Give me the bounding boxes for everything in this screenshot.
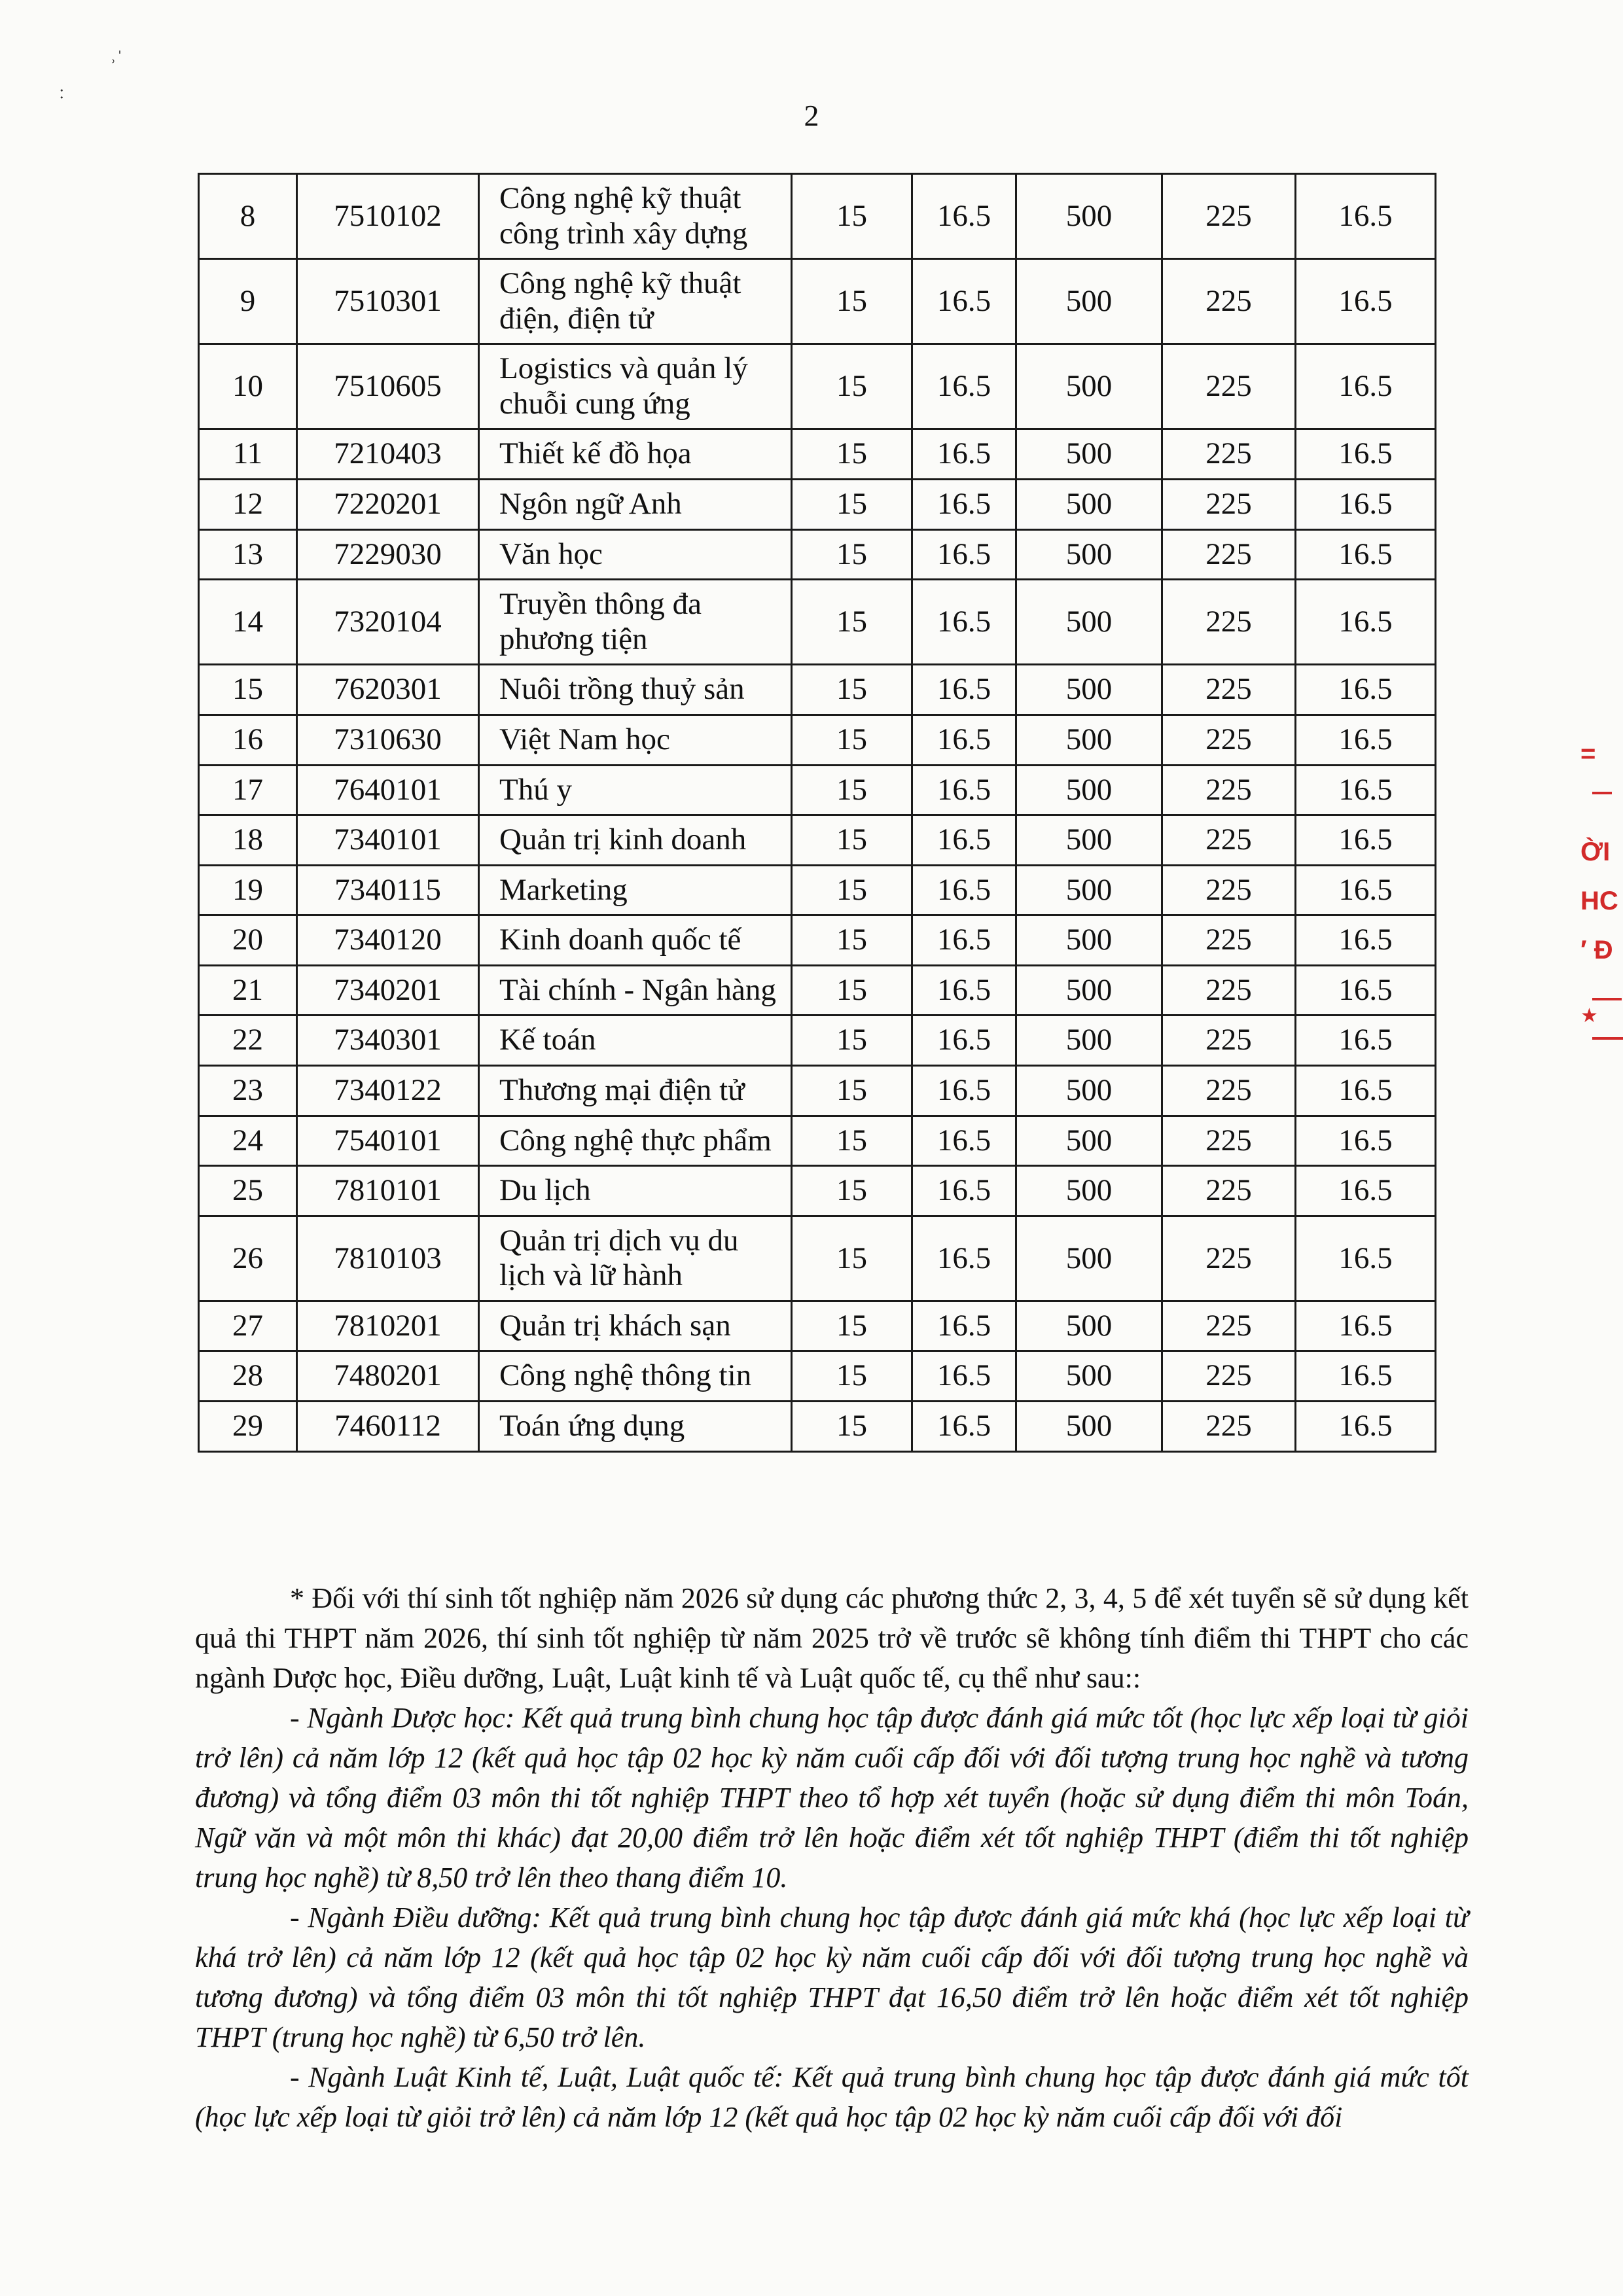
major-name: Việt Nam học [479, 715, 792, 765]
scan-mark: ˒ˈ [110, 47, 123, 69]
score-col-2: 16.5 [912, 865, 1016, 915]
note-law: - Ngành Luật Kinh tế, Luật, Luật quốc tế: Kết quả trung bình chung học tập được đánh giá mức tốt (học lực xếp loại từ giỏi trở lên) cả năm lớp 12 (kết quả học tập 02 học kỳ năm cuối cấp đối với đối [195, 2061, 1469, 2133]
row-number: 21 [199, 965, 297, 1016]
score-col-3: 500 [1016, 259, 1162, 344]
score-col-3: 500 [1016, 580, 1162, 665]
stamp-line [1592, 1037, 1623, 1040]
score-col-1: 15 [792, 665, 912, 715]
score-col-2: 16.5 [912, 259, 1016, 344]
score-col-4: 225 [1162, 529, 1296, 580]
score-col-3: 500 [1016, 665, 1162, 715]
score-col-3: 500 [1016, 865, 1162, 915]
score-col-5: 16.5 [1296, 665, 1436, 715]
table-row [199, 1301, 1436, 1351]
table-row [199, 1351, 1436, 1402]
major-code: 7510102 [297, 174, 479, 259]
score-col-3: 500 [1016, 480, 1162, 530]
note-nursing: - Ngành Điều dưỡng: Kết quả trung bình chung học tập được đánh giá mức khá (học lực xếp loại từ khá trở lên) cả năm lớp 12 (kết quả học tập 02 học kỳ năm cuối cấp đối với đối tượng trung học nghề và tương đương) và tổng điểm 03 môn thi tốt nghiệp THPT đạt 16,50 điểm trở lên hoặc điểm xét tốt nghiệp THPT (trung học nghề) từ 6,50 trở lên. [195, 1901, 1469, 2053]
admission-table-container [198, 173, 1435, 1453]
score-col-2: 16.5 [912, 580, 1016, 665]
major-code: 7229030 [297, 529, 479, 580]
score-col-3: 500 [1016, 1351, 1162, 1402]
row-number: 16 [199, 715, 297, 765]
table-row [199, 529, 1436, 580]
table-row [199, 1065, 1436, 1116]
score-col-3: 500 [1016, 1166, 1162, 1216]
stamp-text: = [1580, 739, 1596, 768]
row-number: 10 [199, 344, 297, 429]
score-col-2: 16.5 [912, 1216, 1016, 1301]
major-code: 7320104 [297, 580, 479, 665]
score-col-2: 16.5 [912, 1351, 1016, 1402]
score-col-1: 15 [792, 965, 912, 1016]
table-row [199, 174, 1436, 259]
score-col-3: 500 [1016, 1402, 1162, 1452]
major-code: 7220201 [297, 480, 479, 530]
major-code: 7340120 [297, 915, 479, 966]
score-col-1: 15 [792, 1216, 912, 1301]
table-row [199, 480, 1436, 530]
major-name: Thiết kế đồ họa [479, 429, 792, 480]
row-number: 25 [199, 1166, 297, 1216]
major-name: Công nghệ kỹ thuật công trình xây dựng [479, 174, 792, 259]
score-col-3: 500 [1016, 1065, 1162, 1116]
score-col-2: 16.5 [912, 429, 1016, 480]
major-name: Thương mại điện tử [479, 1065, 792, 1116]
row-number: 19 [199, 865, 297, 915]
score-col-5: 16.5 [1296, 1216, 1436, 1301]
row-number: 13 [199, 529, 297, 580]
score-col-1: 15 [792, 815, 912, 866]
score-col-4: 225 [1162, 480, 1296, 530]
major-name: Công nghệ thông tin [479, 1351, 792, 1402]
score-col-5: 16.5 [1296, 344, 1436, 429]
score-col-4: 225 [1162, 174, 1296, 259]
admission-score-table [198, 173, 1436, 1453]
major-name: Ngôn ngữ Anh [479, 480, 792, 530]
score-col-3: 500 [1016, 815, 1162, 866]
score-col-5: 16.5 [1296, 480, 1436, 530]
major-code: 7810201 [297, 1301, 479, 1351]
row-number: 9 [199, 259, 297, 344]
score-col-5: 16.5 [1296, 1351, 1436, 1402]
score-col-2: 16.5 [912, 1301, 1016, 1351]
score-col-2: 16.5 [912, 765, 1016, 815]
stamp-text: ★ [1580, 1005, 1598, 1027]
score-col-4: 225 [1162, 1016, 1296, 1066]
major-code: 7810101 [297, 1166, 479, 1216]
score-col-3: 500 [1016, 174, 1162, 259]
major-name: Truyền thông đa phương tiện [479, 580, 792, 665]
row-number: 23 [199, 1065, 297, 1116]
table-row [199, 580, 1436, 665]
major-code: 7540101 [297, 1116, 479, 1166]
score-col-3: 500 [1016, 765, 1162, 815]
major-name: Logistics và quản lý chuỗi cung ứng [479, 344, 792, 429]
score-col-2: 16.5 [912, 715, 1016, 765]
score-col-3: 500 [1016, 429, 1162, 480]
table-body [199, 174, 1436, 1452]
score-col-5: 16.5 [1296, 915, 1436, 966]
score-col-1: 15 [792, 765, 912, 815]
score-col-2: 16.5 [912, 1116, 1016, 1166]
score-col-3: 500 [1016, 1016, 1162, 1066]
major-code: 7340101 [297, 815, 479, 866]
score-col-4: 225 [1162, 1065, 1296, 1116]
score-col-2: 16.5 [912, 529, 1016, 580]
score-col-5: 16.5 [1296, 1016, 1436, 1066]
score-col-4: 225 [1162, 765, 1296, 815]
score-col-3: 500 [1016, 1116, 1162, 1166]
row-number: 26 [199, 1216, 297, 1301]
major-name: Kế toán [479, 1016, 792, 1066]
table-row [199, 865, 1436, 915]
score-col-1: 15 [792, 1016, 912, 1066]
table-row [199, 965, 1436, 1016]
score-col-5: 16.5 [1296, 1065, 1436, 1116]
row-number: 18 [199, 815, 297, 866]
score-col-2: 16.5 [912, 1065, 1016, 1116]
table-row [199, 715, 1436, 765]
score-col-2: 16.5 [912, 1166, 1016, 1216]
page-number: 2 [804, 99, 819, 132]
score-col-5: 16.5 [1296, 174, 1436, 259]
score-col-4: 225 [1162, 865, 1296, 915]
row-number: 29 [199, 1402, 297, 1452]
note-intro: * Đối với thí sinh tốt nghiệp năm 2026 sử dụng các phương thức 2, 3, 4, 5 để xét tuyển sẽ sử dụng kết quả thi THPT năm 2026, thí sinh tốt nghiệp từ năm 2025 trở về trước sẽ không tính điểm thi THPT cho các ngành Dược học, Điều dưỡng, Luật, Luật kinh tế và Luật quốc tế, cụ thể như sau:: [195, 1582, 1469, 1694]
score-col-3: 500 [1016, 1301, 1162, 1351]
score-col-4: 225 [1162, 1301, 1296, 1351]
score-col-2: 16.5 [912, 815, 1016, 866]
score-col-4: 225 [1162, 1116, 1296, 1166]
score-col-1: 15 [792, 1065, 912, 1116]
score-col-4: 225 [1162, 259, 1296, 344]
score-col-3: 500 [1016, 965, 1162, 1016]
score-col-4: 225 [1162, 715, 1296, 765]
score-col-1: 15 [792, 1116, 912, 1166]
red-stamp-fragment [1580, 739, 1623, 1067]
score-col-5: 16.5 [1296, 259, 1436, 344]
score-col-2: 16.5 [912, 174, 1016, 259]
score-col-3: 500 [1016, 344, 1162, 429]
score-col-5: 16.5 [1296, 1402, 1436, 1452]
score-col-5: 16.5 [1296, 1301, 1436, 1351]
score-col-1: 15 [792, 1402, 912, 1452]
major-code: 7210403 [297, 429, 479, 480]
score-col-5: 16.5 [1296, 1116, 1436, 1166]
major-code: 7510605 [297, 344, 479, 429]
major-name: Quản trị dịch vụ du lịch và lữ hành [479, 1216, 792, 1301]
score-col-3: 500 [1016, 715, 1162, 765]
row-number: 12 [199, 480, 297, 530]
score-col-2: 16.5 [912, 480, 1016, 530]
major-name: Toán ứng dụng [479, 1402, 792, 1452]
score-col-4: 225 [1162, 965, 1296, 1016]
major-name: Tài chính - Ngân hàng [479, 965, 792, 1016]
stamp-line [1592, 998, 1622, 1000]
score-col-1: 15 [792, 480, 912, 530]
major-name: Quản trị kinh doanh [479, 815, 792, 866]
major-code: 7510301 [297, 259, 479, 344]
table-row [199, 259, 1436, 344]
score-col-2: 16.5 [912, 1016, 1016, 1066]
table-row [199, 1116, 1436, 1166]
score-col-3: 500 [1016, 529, 1162, 580]
table-row [199, 915, 1436, 966]
score-col-4: 225 [1162, 1216, 1296, 1301]
major-code: 7340122 [297, 1065, 479, 1116]
score-col-3: 500 [1016, 1216, 1162, 1301]
scan-mark: ˸ [59, 85, 65, 107]
major-name: Marketing [479, 865, 792, 915]
score-col-1: 15 [792, 344, 912, 429]
score-col-1: 15 [792, 529, 912, 580]
stamp-text: ′ Đ [1580, 936, 1613, 964]
major-name: Văn học [479, 529, 792, 580]
score-col-2: 16.5 [912, 915, 1016, 966]
note-pharmacy: - Ngành Dược học: Kết quả trung bình chung học tập được đánh giá mức tốt (học lực xếp loại từ giỏi trở lên) cả năm lớp 12 (kết quả học tập 02 học kỳ năm cuối cấp đối với đối tượng trung học nghề và tương đương) và tổng điểm 03 môn thi tốt nghiệp THPT theo tổ hợp xét tuyển (hoặc sử dụng điểm thi môn Toán, Ngữ văn và một môn thi khác) đạt 20,00 điểm trở lên hoặc điểm xét tốt nghiệp THPT (điểm thi tốt nghiệp trung học nghề) từ 8,50 trở lên theo thang điểm 10. [195, 1702, 1469, 1894]
stamp-text: HC [1580, 887, 1618, 915]
row-number: 22 [199, 1016, 297, 1066]
score-col-1: 15 [792, 915, 912, 966]
score-col-1: 15 [792, 865, 912, 915]
score-col-4: 225 [1162, 815, 1296, 866]
major-name: Công nghệ kỹ thuật điện, điện tử [479, 259, 792, 344]
major-code: 7340115 [297, 865, 479, 915]
admission-notes [195, 1578, 1469, 2137]
row-number: 24 [199, 1116, 297, 1166]
score-col-2: 16.5 [912, 344, 1016, 429]
score-col-4: 225 [1162, 344, 1296, 429]
score-col-4: 225 [1162, 1351, 1296, 1402]
major-code: 7340301 [297, 1016, 479, 1066]
score-col-5: 16.5 [1296, 580, 1436, 665]
major-code: 7810103 [297, 1216, 479, 1301]
major-name: Thú y [479, 765, 792, 815]
table-row [199, 344, 1436, 429]
row-number: 28 [199, 1351, 297, 1402]
major-code: 7460112 [297, 1402, 479, 1452]
major-code: 7340201 [297, 965, 479, 1016]
row-number: 27 [199, 1301, 297, 1351]
score-col-1: 15 [792, 174, 912, 259]
score-col-4: 225 [1162, 429, 1296, 480]
score-col-1: 15 [792, 580, 912, 665]
major-name: Nuôi trồng thuỷ sản [479, 665, 792, 715]
score-col-4: 225 [1162, 1166, 1296, 1216]
table-row [199, 815, 1436, 866]
row-number: 20 [199, 915, 297, 966]
table-row [199, 429, 1436, 480]
score-col-2: 16.5 [912, 1402, 1016, 1452]
row-number: 14 [199, 580, 297, 665]
table-row [199, 1216, 1436, 1301]
score-col-1: 15 [792, 1166, 912, 1216]
score-col-4: 225 [1162, 915, 1296, 966]
major-name: Quản trị khách sạn [479, 1301, 792, 1351]
major-code: 7640101 [297, 765, 479, 815]
score-col-5: 16.5 [1296, 965, 1436, 1016]
table-row [199, 765, 1436, 815]
score-col-5: 16.5 [1296, 865, 1436, 915]
score-col-1: 15 [792, 429, 912, 480]
table-row [199, 1402, 1436, 1452]
score-col-5: 16.5 [1296, 529, 1436, 580]
score-col-5: 16.5 [1296, 765, 1436, 815]
major-code: 7310630 [297, 715, 479, 765]
row-number: 8 [199, 174, 297, 259]
score-col-5: 16.5 [1296, 1166, 1436, 1216]
major-name: Kinh doanh quốc tế [479, 915, 792, 966]
score-col-1: 15 [792, 1351, 912, 1402]
major-name: Công nghệ thực phẩm [479, 1116, 792, 1166]
score-col-1: 15 [792, 715, 912, 765]
stamp-line [1592, 792, 1612, 794]
score-col-1: 15 [792, 1301, 912, 1351]
row-number: 11 [199, 429, 297, 480]
major-code: 7480201 [297, 1351, 479, 1402]
stamp-text: ỜI [1580, 838, 1611, 866]
row-number: 17 [199, 765, 297, 815]
score-col-4: 225 [1162, 665, 1296, 715]
score-col-3: 500 [1016, 915, 1162, 966]
table-row [199, 1016, 1436, 1066]
score-col-2: 16.5 [912, 965, 1016, 1016]
score-col-2: 16.5 [912, 665, 1016, 715]
major-name: Du lịch [479, 1166, 792, 1216]
score-col-5: 16.5 [1296, 715, 1436, 765]
row-number: 15 [199, 665, 297, 715]
score-col-1: 15 [792, 259, 912, 344]
score-col-5: 16.5 [1296, 429, 1436, 480]
score-col-5: 16.5 [1296, 815, 1436, 866]
score-col-4: 225 [1162, 1402, 1296, 1452]
major-code: 7620301 [297, 665, 479, 715]
score-col-4: 225 [1162, 580, 1296, 665]
table-row [199, 665, 1436, 715]
table-row [199, 1166, 1436, 1216]
